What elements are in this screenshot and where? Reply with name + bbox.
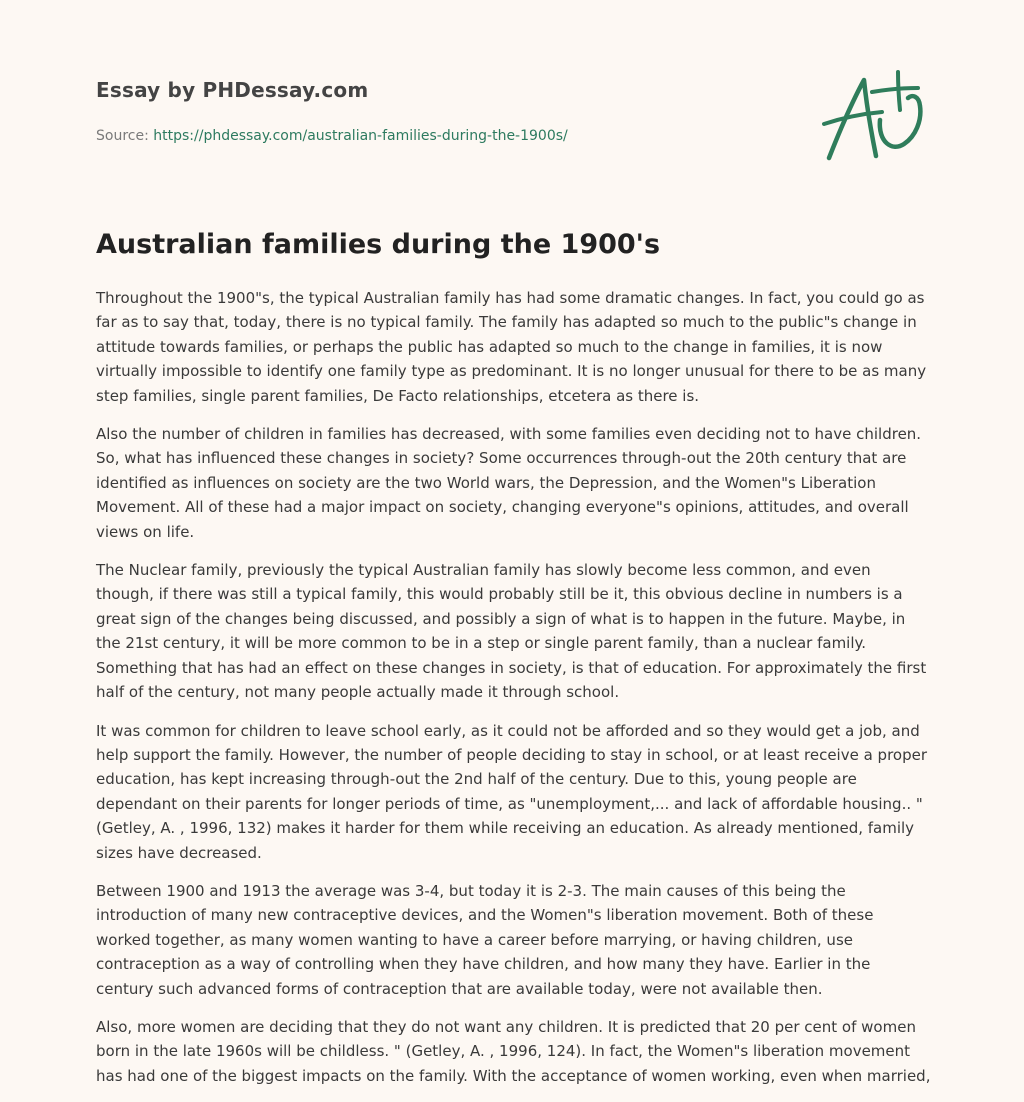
brand-title: Essay by PHDessay.com [96,78,369,102]
essay-title: Australian families during the 1900's [96,229,661,260]
essay-paragraph: It was common for children to leave school early, as it could not be afforded and so they would get a job, and help support the family. However, the number of people deciding to stay in school, or at least receive a proper education, has kept increasing through-out the 2nd half of the century. Due to this, young people are dependant on their parents for longer periods of time, as "unemployment,... and lack of affordable housing.. " (Getley, A. , 1996, 132) makes it harder for them while receiving an education. As already mentioned, family sizes have decreased. [96,721,928,862]
source-label: Source: [96,128,149,144]
essay-paragraph: Between 1900 and 1913 the average was 3-4, but today it is 2-3. The main causes of this being the introduction of many new contraceptive devices, and the Women"s liberation movement. Both of these worked together, as many women wanting to have a career before marrying, or having children, use contraception as a way of controlling when they have children, and how many they have. Earlier in the century such advanced forms of contraception that are available today, were not available then. [96,881,874,998]
essay-body [96,286,932,1102]
source-link[interactable]: https://phdessay.com/australian-families-during-the-1900s/ [153,128,568,144]
essay-paragraph: The Nuclear family, previously the typical Australian family has slowly become less common, and even though, if there was still a typical family, this would probably still be it, this obvious decline in numbers is a great sign of the changes being discussed, and possibly a sign of what is to happen in the future. Maybe, in the 21st century, it will be more common to be in a step or single parent family, than a nuclear family. Something that has had an effect on these changes in society, is that of education. For approximately the first half of the century, not many people actually made it through school. [96,561,927,702]
essay-paragraph: Also the number of children in families has decreased, with some families even deciding not to have children. So, what has influenced these changes in society? Some occurrences through-out the 20th century that are identified as influences on society are the two World wars, the Depression, and the Women"s Liberation Movement. All of these had a major impact on society, changing everyone"s opinions, attitudes, and overall views on life. [96,425,922,541]
a-plus-grade-icon [822,68,926,164]
source-line [96,126,796,146]
header [96,76,796,146]
essay-paragraph: Also, more women are deciding that they do not want any children. It is predicted that 20 per cent of women born in the late 1960s will be childless. " (Getley, A. , 1996, 124). In fact, the Women"s liberation movement has had one of the biggest impacts on the family. With the acceptance of women working, even when married, [96,1017,931,1085]
essay-paragraph: Throughout the 1900"s, the typical Australian family has had some dramatic changes. In fact, you could go as far as to say that, today, there is no typical family. The family has adapted so much to the public"s change in attitude towards families, or perhaps the public has adapted so much to the change in families, it is now virtually impossible to identify one family type as predominant. It is no longer unusual for there to be as many step families, single parent families, De Facto relationships, etcetera as there is. [96,289,927,405]
